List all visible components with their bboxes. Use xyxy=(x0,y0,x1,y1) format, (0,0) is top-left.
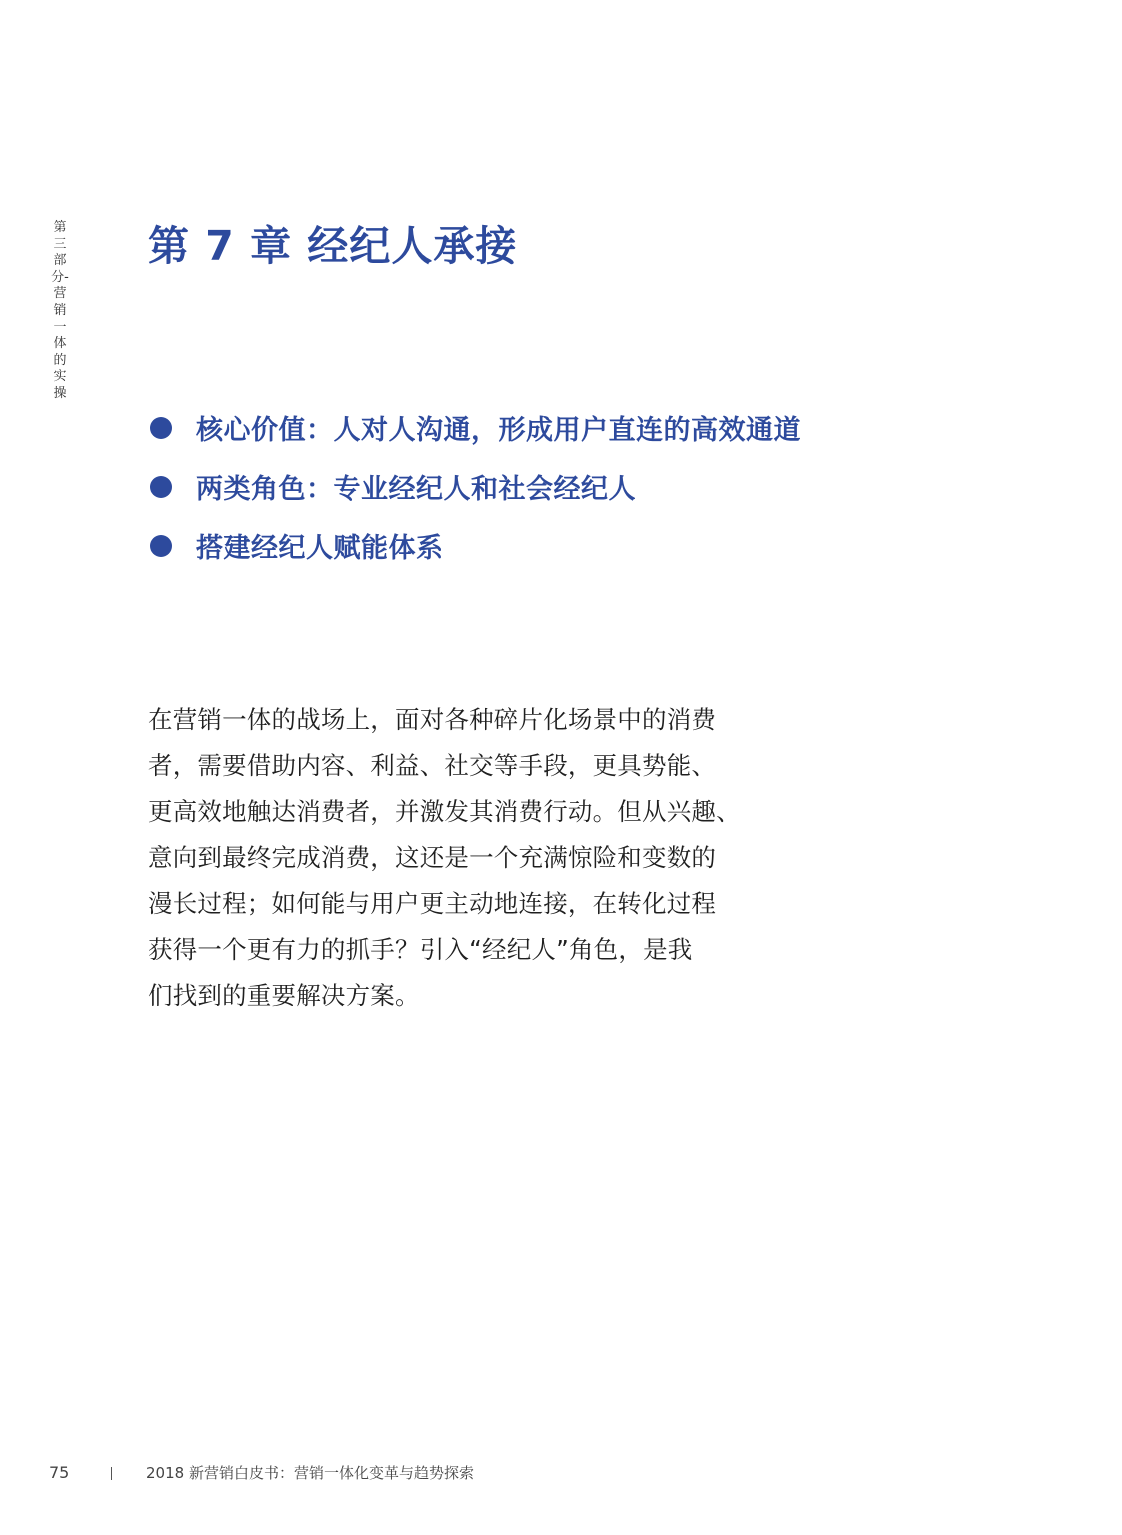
bullet-dot-icon xyxy=(150,417,172,439)
paragraph-line: 意向到最终完成消费，这还是一个充满惊险和变数的 xyxy=(148,843,717,872)
key-point-text: 核心价值：人对人沟通，形成用户直连的高效通道 xyxy=(196,415,801,446)
bullet-dot-icon xyxy=(150,476,172,498)
paragraph-line: 者，需要借助内容、利益、社交等手段，更具势能、 xyxy=(148,751,717,780)
key-points-list xyxy=(150,398,801,575)
key-point-item xyxy=(150,457,801,516)
page-number: 75 xyxy=(49,1463,70,1482)
chapter-title: 第 7 章 经纪人承接 xyxy=(148,222,518,270)
paragraph-line: 在营销一体的战场上，面对各种碎片化场景中的消费 xyxy=(148,705,717,734)
paragraph-line: 更高效地触达消费者，并激发其消费行动。但从兴趣、 xyxy=(148,797,741,826)
paragraph-line: 获得一个更有力的抓手？引入“经纪人”角色，是我 xyxy=(148,935,693,964)
book-title: 2018 新营销白皮书：营销一体化变革与趋势探索 xyxy=(146,1464,474,1482)
body-paragraph xyxy=(148,697,778,1019)
paragraph-line: 漫长过程；如何能与用户更主动地连接，在转化过程 xyxy=(148,889,717,918)
footer-divider xyxy=(111,1467,112,1480)
section-side-label: 第三部分-营销一体的实操 xyxy=(51,220,69,401)
bullet-dot-icon xyxy=(150,535,172,557)
key-point-item xyxy=(150,516,801,575)
key-point-item xyxy=(150,398,801,457)
key-point-text: 搭建经纪人赋能体系 xyxy=(196,533,444,564)
key-point-text: 两类角色：专业经纪人和社会经纪人 xyxy=(196,474,636,505)
page-footer xyxy=(0,1462,1122,1484)
paragraph-line: 们找到的重要解决方案。 xyxy=(148,981,420,1010)
